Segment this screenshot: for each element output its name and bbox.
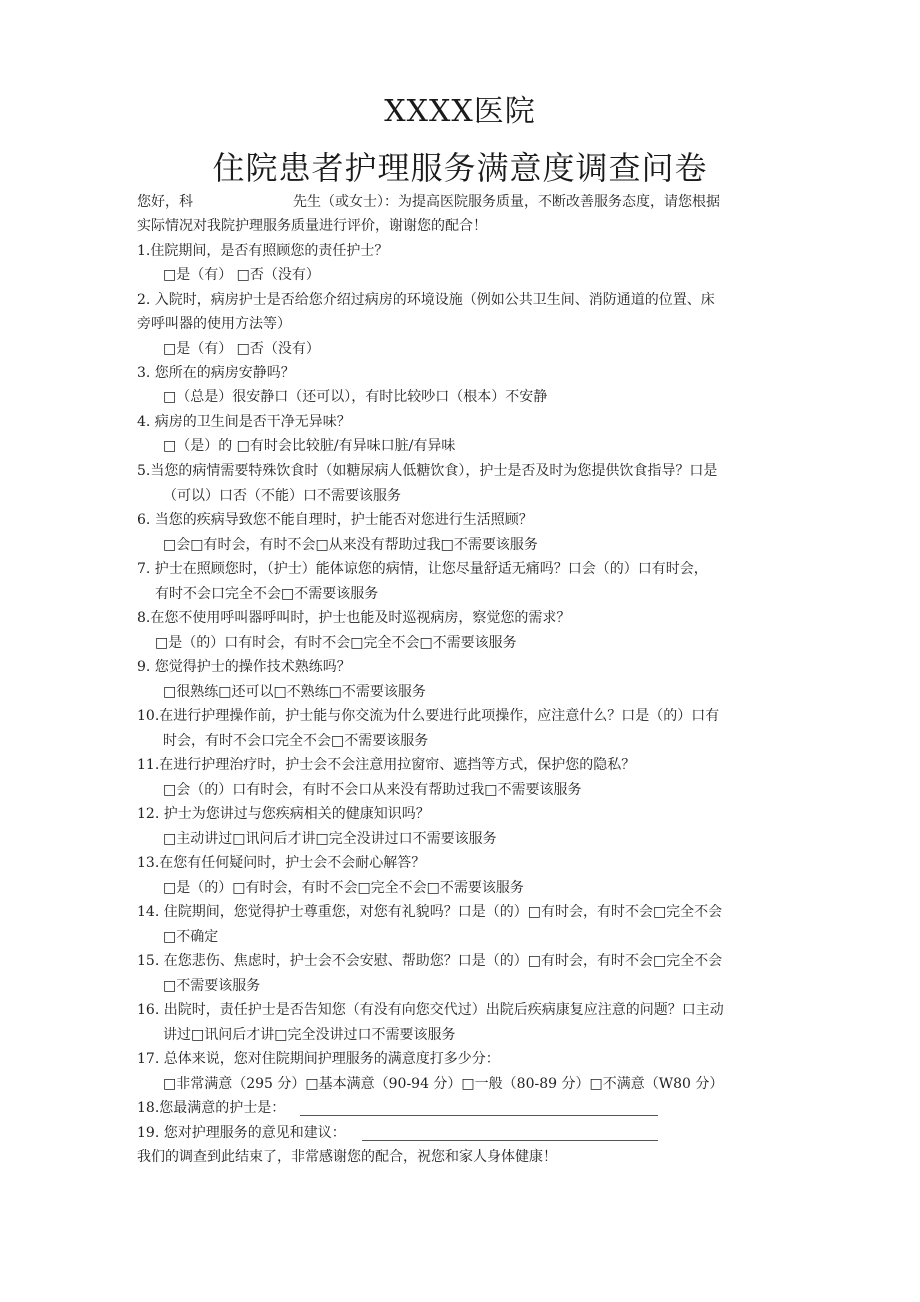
question-3: 3. 您所在的病房安静吗？: [137, 365, 295, 381]
options-17: □非常满意（295 分）□基本满意（90-94 分）□一般（80-89 分）□不满意（W80 分）: [163, 1076, 724, 1092]
question-18: 18.您最满意的护士是：: [137, 1100, 286, 1116]
question-16: 16. 出院时，责任护士是否告知您（有没有向您交代过）出院后疾病康复应注意的问题？口主动: [137, 1002, 724, 1018]
hospital-name: XXXX医院: [384, 94, 536, 129]
question-1: 1.住院期间，是否有照顾您的责任护士？: [137, 243, 389, 259]
answer-line-18[interactable]: [300, 1115, 658, 1116]
options-4: □（是）的 □有时会比较脏/有异味口脏/有异味: [163, 438, 456, 454]
question-16-cont: 讲过□讯问后才讲□完全没讲过口不需要该服务: [163, 1027, 456, 1043]
question-15-cont: □不需要该服务: [163, 978, 261, 994]
options-2: □是（有） □否（没有）: [163, 341, 320, 357]
question-17: 17. 总体来说，您对住院期间护理服务的满意度打多少分：: [137, 1051, 500, 1067]
options-13: □是（的）□有时会，有时不会□完全不会□不需要该服务: [163, 880, 524, 896]
question-8: 8.在您不使用呼叫器呼叫时，护士也能及时巡视病房，察觉您的需求？: [137, 610, 571, 626]
options-3: □（总是）很安静口（还可以），有时比较吵口（根本）不安静: [163, 389, 548, 405]
question-14-cont: □不确定: [163, 929, 219, 945]
options-11: □会（的）口有时会，有时不会口从来没有帮助过我□不需要该服务: [163, 782, 582, 798]
question-15: 15. 在您悲伤、焦虑时，护士会不会安慰、帮助您？口是（的）□有时会，有时不会□完全不会: [137, 953, 723, 969]
intro-greeting: 您好，科: [137, 194, 193, 210]
question-5-cont: （可以）口否（不能）口不需要该服务: [163, 488, 401, 504]
question-7-cont: 有时不会口完全不会□不需要该服务: [155, 586, 379, 602]
question-11: 11.在进行护理治疗时，护士会不会注意用拉窗帘、遮挡等方式，保护您的隐私？: [137, 757, 636, 773]
question-5: 5.当您的病情需要特殊饮食时（如糖尿病人低糖饮食），护士是否及时为您提供饮食指导？口是: [137, 463, 718, 479]
question-4: 4. 病房的卫生间是否干净无异味？: [137, 414, 351, 430]
question-6: 6. 当您的疾病导致您不能自理时，护士能否对您进行生活照顾？: [137, 512, 533, 528]
options-12: □主动讲过□讯问后才讲□完全没讲过口不需要该服务: [163, 831, 497, 847]
intro-line-1-rest: 先生（或女士）：为提高医院服务质量，不断改善服务态度，请您根据: [293, 194, 720, 210]
question-12: 12. 护士为您讲过与您疾病相关的健康知识吗？: [137, 806, 430, 822]
question-19: 19. 您对护理服务的意见和建议：: [137, 1125, 346, 1141]
question-10-cont: 时会，有时不会口完全不会□不需要该服务: [163, 733, 429, 749]
answer-line-19[interactable]: [362, 1140, 658, 1141]
question-10: 10.在进行护理操作前，护士能与你交流为什么要进行此项操作，应注意什么？口是（的）口有: [137, 708, 720, 724]
question-7: 7. 护士在照顾您时，（护士）能体谅您的病情，让您尽量舒适无痛吗？口会（的）口有时会，: [137, 561, 708, 577]
intro-line-1: [137, 192, 720, 212]
survey-title: 住院患者护理服务满意度调查问卷: [212, 149, 708, 187]
question-14: 14. 住院期间，您觉得护士尊重您，对您有礼貌吗？口是（的）□有时会，有时不会□完全不会: [137, 904, 723, 920]
options-1: □是（有） □否（没有）: [163, 267, 320, 283]
question-2: 2. 入院时，病房护士是否给您介绍过病房的环境设施（例如公共卫生间、消防通道的位置、床: [137, 292, 715, 308]
question-9: 9. 您觉得护士的操作技术熟练吗？: [137, 659, 351, 675]
options-8: □是（的）口有时会，有时不会□完全不会□不需要该服务: [155, 635, 517, 651]
intro-line-2: 实际情况对我院护理服务质量进行评价，谢谢您的配合！: [137, 218, 487, 234]
options-6: □会□有时会，有时不会□从来没有帮助过我□不需要该服务: [163, 537, 538, 553]
options-9: □很熟练□还可以□不熟练□不需要该服务: [163, 684, 426, 700]
closing-text: 我们的调查到此结束了，非常感谢您的配合，祝您和家人身体健康！: [137, 1149, 557, 1165]
question-2-cont: 旁呼叫器的使用方法等）: [137, 316, 291, 332]
question-13: 13.在您有任何疑问时，护士会不会耐心解答？: [137, 855, 426, 871]
